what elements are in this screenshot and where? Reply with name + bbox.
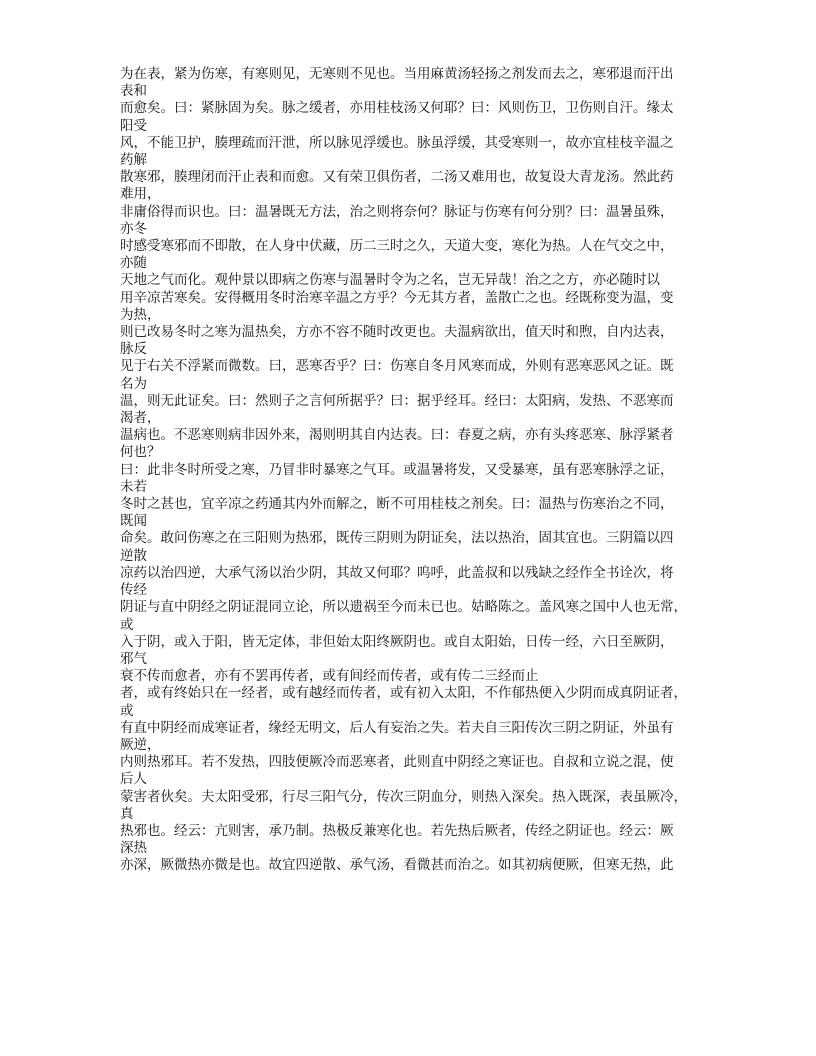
text-line-38: 或 [120,702,134,719]
text-line-19: 名为 [120,375,147,392]
text-line-3: 而愈矣。曰：紧脉固为矣。脉之缓者，亦用桂枝汤又何耶？曰：风则伤卫，卫伤则自汗。缘太 [120,100,674,117]
text-line-45: 热邪也。经云：亢则害，承乃制。热极反兼寒化也。若先热后厥者，传经之阴证也。经云：厥 [120,822,674,839]
text-line-32: 阴证与直中阴经之阴证混同立论，所以遗祸至今而未已也。姑略陈之。盖风寒之国中人也无常， [120,599,687,616]
text-line-5: 风，不能卫护，腠理疏而汗泄，所以脉见浮缓也。脉虽浮缓，其受寒则一，故亦宜桂枝辛温之 [120,134,674,151]
text-line-28: 命矣。敢问伤寒之在三阳则为热邪，既传三阴则为阴证矣，法以热治，固其宜也。三阴篇以四 [120,530,674,547]
text-line-46: 深热 [120,840,147,857]
text-line-2: 表和 [120,83,147,100]
text-line-17: 脉反 [120,341,147,358]
text-line-6: 药解 [120,152,147,169]
text-line-4: 阳受 [120,117,147,134]
text-line-37: 者，或有终始只在一经者，或有越经而传者，或有初入太阳，不作郁热便入少阴而成真阴证者， [120,685,687,702]
text-line-47: 亦深，厥微热亦微是也。故宜四逆散、承气汤，看微甚而治之。如其初病便厥，但寒无热，此 [120,857,674,874]
text-line-41: 内则热邪耳。若不发热，四肢便厥冷而恶寒者，此则直中阴经之寒证也。自叔和立说之混，使 [120,754,674,771]
text-line-13: 天地之气而化。观仲景以即病之伤寒与温暑时令为之名，岂无异哉！治之之方，亦必随时以 [120,272,660,289]
text-line-9: 非庸俗得而识也。曰：温暑既无方法，治之则将奈何？脉证与伤寒有何分别？曰：温暑虽殊， [120,203,674,220]
text-line-44: 真 [120,805,134,822]
text-line-1: 为在表，紧为伤寒，有寒则见，无寒则不见也。当用麻黄汤轻扬之剂发而去之，寒邪退而汗出 [120,66,674,82]
text-line-26: 冬时之甚也，宜辛凉之药通其内外而解之，断不可用桂枝之剂矣。曰：温热与伤寒治之不同， [120,496,674,513]
text-line-39: 有直中阴经而成寒证者，缘经无明文，后人有妄治之失。若夫自三阳传次三阴之阴证，外虽有 [120,719,674,736]
text-line-42: 后人 [120,771,147,788]
text-line-23: 何也？ [120,444,161,461]
text-line-10: 亦冬 [120,220,147,237]
text-line-15: 为热， [120,306,161,323]
text-line-11: 时感受寒邪而不即散，在人身中伏藏，历二三时之久，天道大变，寒化为热。人在气交之中， [120,238,674,255]
text-line-8: 难用， [120,186,161,203]
text-line-27: 既闻 [120,513,147,530]
text-line-22: 温病也。不恶寒则病非因外来，渴则明其自内达表。曰：春夏之病，亦有头疼恶寒、脉浮紧者 [120,427,674,444]
text-line-18: 见于右关不浮紧而微数。曰，恶寒否乎？曰：伤寒自冬月风寒而成，外则有恶寒恶风之证。既 [120,358,674,375]
document-page [120,66,700,875]
text-line-12: 亦随 [120,255,147,272]
text-line-35: 邪气 [120,650,147,667]
text-line-36: 衰不传而愈者，亦有不罢再传者，或有间经而传者，或有传二三经而止 [120,668,539,685]
text-line-21: 渴者， [120,410,161,427]
text-line-16: 则已改易冬时之寒为温热矣，方亦不容不随时改更也。夫温病欲出，值天时和煦，自内达表， [120,324,674,341]
text-line-31: 传经 [120,582,147,599]
text-line-29: 逆散 [120,547,147,564]
text-line-24: 曰：此非冬时所受之寒，乃冒非时暴寒之气耳。或温暑将发，又受暴寒，虽有恶寒脉浮之证， [120,461,674,478]
text-line-30: 凉药以治四逆，大承气汤以治少阴，其故又何耶？呜呼，此盖叔和以残缺之经作全书诠次，将 [120,564,674,581]
text-line-7: 散寒邪，腠理闭而汗止表和而愈。又有荣卫俱伤者，二汤又难用也，故复设大青龙汤。然此药 [120,169,674,186]
text-line-34: 入于阴，或入于阳，皆无定体，非但始太阳终厥阴也。或自太阳始，日传一经，六日至厥阴， [120,633,674,650]
text-line-43: 蒙害者伙矣。夫太阳受邪，行尽三阳气分，传次三阴血分，则热入深矣。热入既深，表虽厥冷， [120,788,687,805]
text-line-14: 用辛凉苦寒矣。安得概用冬时治寒辛温之方乎？今无其方者，盖散亡之也。经既称变为温，变 [120,289,674,306]
text-line-40: 厥逆， [120,736,161,753]
text-line-25: 未若 [120,478,147,495]
text-line-20: 温，则无此证矣。曰：然则子之言何所据乎？曰：据乎经耳。经曰：太阳病，发热、不恶寒而 [120,392,674,409]
text-line-33: 或 [120,616,134,633]
